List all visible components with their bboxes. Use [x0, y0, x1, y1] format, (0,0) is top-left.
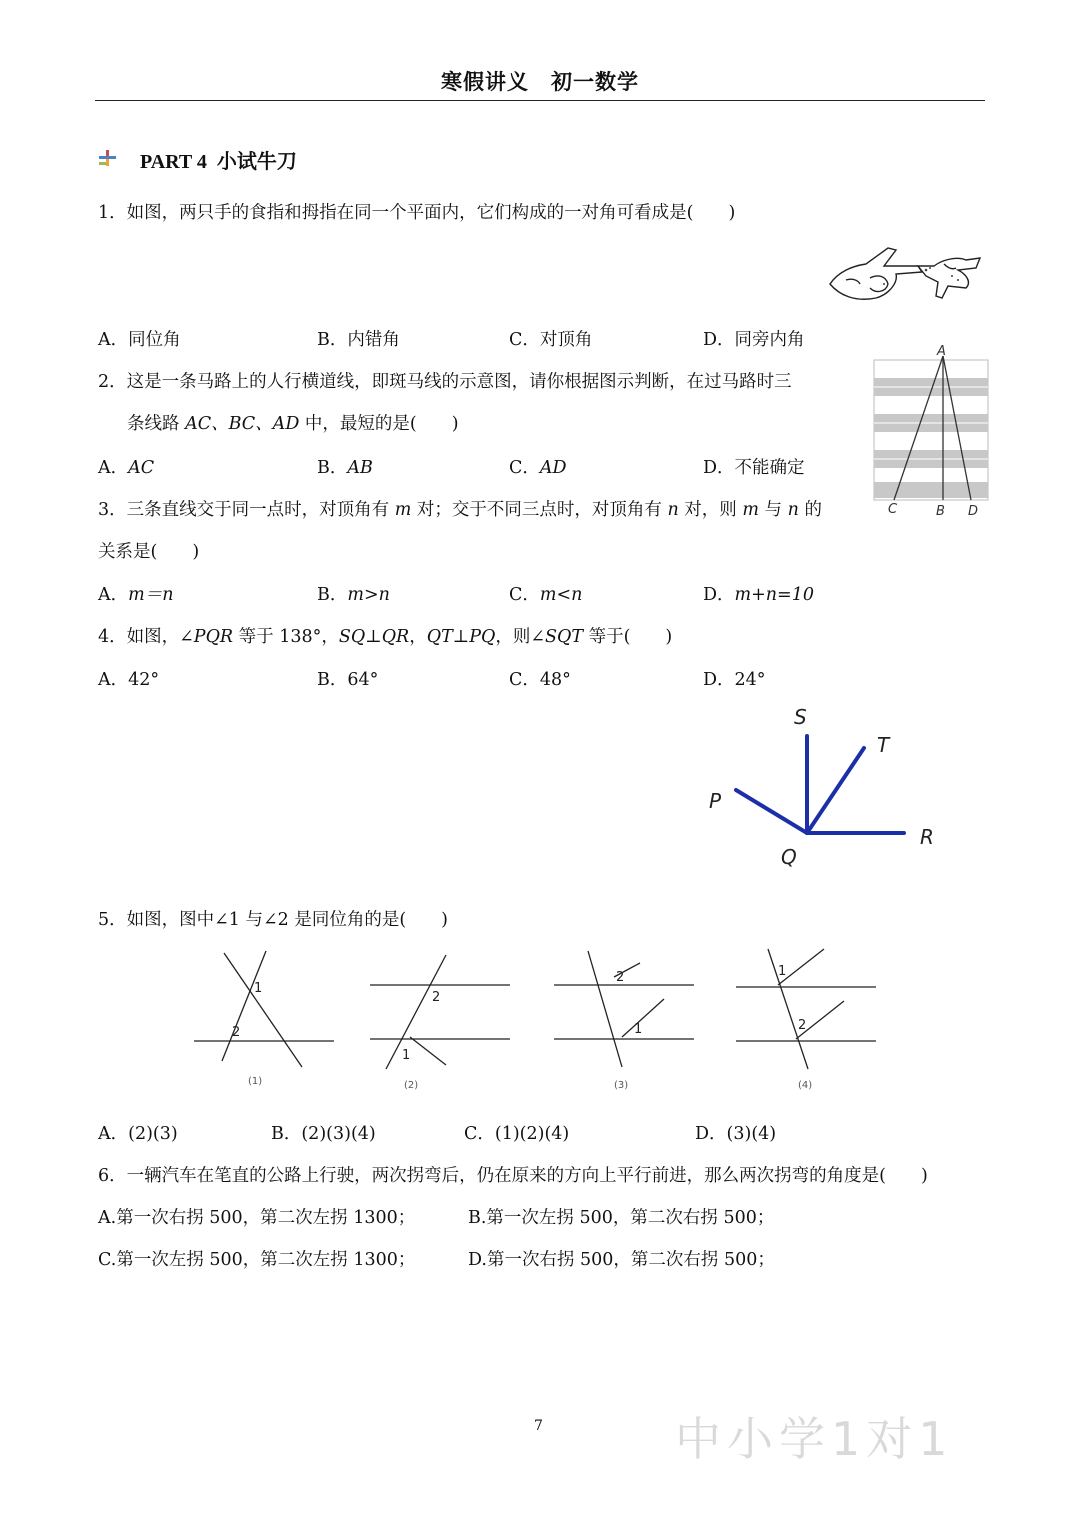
q2-option-c-label: C． — [509, 458, 540, 478]
q4-text-b: 等于 138°， — [233, 627, 339, 647]
q5-fig1-angle-1: 1 — [254, 981, 263, 996]
q2-label-c: C — [888, 502, 898, 517]
q6-option-d: D.第一次右拐 500，第二次右拐 500； — [468, 1250, 775, 1270]
page-header-title: 寒假讲义 初一数学 — [441, 70, 639, 94]
q2-stem-line1: 2．这是一条马路上的人行横道线，即斑马线的示意图，请你根据图示判断，在过马路时三 — [98, 372, 792, 392]
q1-option-a: A．同位角 — [98, 330, 181, 350]
q2-label-d: D — [968, 504, 979, 519]
q3-option-b — [317, 581, 390, 606]
q6-option-b: B.第一次左拐 500，第二次右拐 500； — [468, 1208, 775, 1228]
q4-var-qr: QR — [381, 627, 410, 647]
q3-var-n: n — [667, 500, 679, 520]
q5-caption-2: (2) — [404, 1080, 419, 1091]
q5-fig3-angle-1: 1 — [634, 1022, 643, 1037]
q3-option-d-val: m+n=10 — [734, 585, 814, 605]
q3-text-3: 对，则 — [678, 500, 743, 520]
q3-var-m2: m — [742, 500, 759, 520]
q5-stem: 5．如图，图中∠1 与∠2 是同位角的是( ) — [98, 910, 449, 930]
q2-stem-vars: AC、BC、AD — [185, 414, 300, 434]
q2-option-d: D．不能确定 — [703, 458, 805, 478]
q4-var-pqr: PQR — [193, 627, 234, 647]
q6-stem: 6．一辆汽车在笔直的公路上行驶，两次拐弯后，仍在原来的方向上平行前进，那么两次拐弯的角度是( ) — [98, 1166, 928, 1186]
q4-option-b: B．64° — [317, 670, 379, 690]
q4-label-t: T — [877, 733, 890, 757]
q5-caption-4: (4) — [798, 1080, 813, 1091]
q1-option-c: C．对顶角 — [509, 330, 593, 350]
q4-var-sq: SQ — [338, 627, 366, 647]
q4-var-qt: QT — [426, 627, 453, 647]
q5-caption-1: (1) — [248, 1076, 263, 1087]
q3-stem-line2: 关系是( ) — [98, 542, 200, 562]
q2-crosswalk-figure — [868, 342, 992, 522]
q3-option-b-label: B． — [317, 585, 348, 605]
q3-option-c-label: C． — [509, 585, 540, 605]
q4-text-c: ⊥ — [365, 627, 382, 647]
q2-label-b: B — [936, 504, 945, 519]
q3-text-1: 3．三条直线交于同一点时，对顶角有 — [98, 500, 395, 520]
q5-figures — [190, 945, 890, 1095]
q4-label-p: P — [709, 789, 722, 813]
q3-option-a-label: A． — [98, 585, 129, 605]
header-rule — [95, 100, 985, 101]
q3-option-c — [509, 581, 582, 606]
q4-label-r: R — [920, 825, 934, 849]
q2-option-c — [509, 454, 567, 479]
watermark: 中小学1对1 — [675, 1412, 954, 1466]
q5-option-d: D．(3)(4) — [695, 1124, 777, 1144]
q5-option-b: B．(2)(3)(4) — [271, 1124, 376, 1144]
q3-var-m: m — [394, 500, 412, 520]
q3-stem-line1 — [98, 496, 822, 521]
q3-option-a-val: m＝n — [128, 585, 174, 605]
q1-hands-figure — [826, 244, 984, 306]
q4-label-q: Q — [781, 845, 797, 869]
q3-option-b-val: m>n — [347, 585, 390, 605]
q4-text-e: ⊥ — [452, 627, 470, 647]
q2-option-b-var: AB — [347, 458, 373, 478]
q4-label-s: S — [794, 705, 807, 729]
q2-option-c-var: AD — [539, 458, 567, 478]
page-number: 7 — [534, 1418, 543, 1434]
q2-stem-line2 — [127, 410, 459, 435]
q3-text-5: 的 — [798, 500, 822, 520]
q2-option-a-var: AC — [128, 458, 155, 478]
q1-option-d: D．同旁内角 — [703, 330, 805, 350]
section-heading — [140, 145, 297, 174]
q6-option-c: C.第一次左拐 500，第二次左拐 1300； — [98, 1250, 416, 1270]
section-title: 小试牛刀 — [216, 149, 297, 173]
q3-option-a — [98, 581, 174, 606]
q3-text-2: 对；交于不同三点时，对顶角有 — [411, 500, 668, 520]
q2-stem-text: 条线路 — [127, 414, 186, 434]
q4-var-pq: PQ — [469, 627, 496, 647]
q5-fig2-angle-2: 2 — [432, 990, 441, 1005]
q3-option-d — [703, 581, 814, 606]
q4-text-f: ，则∠ — [495, 627, 546, 647]
q3-text-4: 与 — [758, 500, 788, 520]
q5-fig4-angle-2: 2 — [798, 1018, 807, 1033]
q2-option-a-label: A． — [98, 458, 129, 478]
q3-var-n2: n — [787, 500, 799, 520]
q5-option-c: C．(1)(2)(4) — [464, 1124, 570, 1144]
q4-text-d: ， — [409, 627, 427, 647]
q3-option-d-label: D． — [703, 585, 735, 605]
q2-label-a: A — [937, 344, 946, 359]
q5-caption-3: (3) — [614, 1080, 629, 1091]
q5-fig2-angle-1: 1 — [402, 1048, 411, 1063]
section-part: PART 4 — [140, 151, 207, 173]
q4-option-d: D．24° — [703, 670, 766, 690]
q1-option-b: B．内错角 — [317, 330, 400, 350]
q2-option-b-label: B． — [317, 458, 348, 478]
q4-var-sqt: SQT — [545, 627, 584, 647]
q4-text-g: 等于( ) — [583, 627, 673, 647]
q2-option-a — [98, 454, 154, 479]
q5-option-a: A．(2)(3) — [98, 1124, 178, 1144]
q4-option-a: A．42° — [98, 670, 160, 690]
q4-stem — [98, 623, 672, 648]
q5-fig1-angle-2: 2 — [232, 1025, 241, 1040]
q4-text-a: 4．如图，∠ — [98, 627, 194, 647]
q3-option-c-val: m<n — [539, 585, 583, 605]
q6-option-a: A.第一次右拐 500，第二次左拐 1300； — [98, 1208, 416, 1228]
q2-stem-text-end: 中，最短的是( ) — [299, 414, 459, 434]
q4-option-c: C．48° — [509, 670, 571, 690]
q2-option-b — [317, 454, 373, 479]
q1-stem: 1．如图，两只手的食指和拇指在同一个平面内，它们构成的一对角可看成是( ) — [98, 203, 736, 223]
q4-angle-figure — [700, 700, 950, 875]
section-bullet-icon — [97, 148, 119, 170]
q5-fig4-angle-1: 1 — [778, 964, 787, 979]
q5-fig3-angle-2: 2 — [616, 970, 625, 985]
